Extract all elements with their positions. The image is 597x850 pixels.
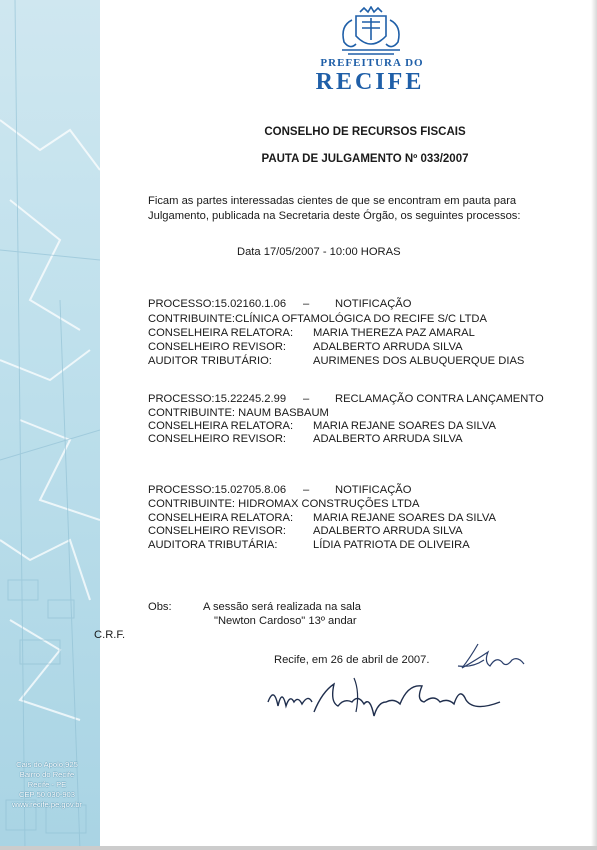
auditor-label: AUDITORA TRIBUTÁRIA: (148, 539, 278, 551)
revisor-label: CONSELHEIRO REVISOR: (148, 433, 287, 445)
initials-signature-icon (448, 638, 532, 674)
document-subtitle: PAUTA DE JULGAMENTO Nº 033/2007 (261, 153, 469, 165)
intro-line: Ficam as partes interessadas cientes de que se encontram em pauta para (148, 195, 517, 207)
revisor-name: ADALBERTO ARRUDA SILVA (313, 525, 463, 537)
document-title: CONSELHO DE RECURSOS FISCAIS (264, 126, 466, 138)
process-number: PROCESSO:15.22245.2.99 (148, 393, 287, 405)
process-dash: – (303, 393, 310, 405)
contribuinte: CONTRIBUINTE: NAUM BASBAUM (148, 407, 329, 419)
process-type: RECLAMAÇÃO CONTRA LANÇAMENTO (335, 393, 544, 405)
crf-label: C.R.F. (94, 629, 126, 641)
revisor-label: CONSELHEIRO REVISOR: (148, 341, 287, 353)
relatora-name: MARIA THEREZA PAZ AMARAL (313, 327, 475, 339)
address-line: Bairro do Recife (19, 770, 75, 779)
page-edge-shadow (591, 0, 597, 850)
decorative-map-sidebar (0, 0, 100, 850)
revisor-name: ADALBERTO ARRUDA SILVA (313, 433, 463, 445)
relatora-name: MARIA REJANE SOARES DA SILVA (313, 420, 496, 432)
relatora-label: CONSELHEIRA RELATORA: (148, 327, 294, 339)
relatora-name: MARIA REJANE SOARES DA SILVA (313, 512, 496, 524)
signature-icon (264, 672, 504, 730)
revisor-name: ADALBERTO ARRUDA SILVA (313, 341, 463, 353)
process-dash: – (303, 298, 310, 310)
website-link[interactable]: www.recife.pe.gov.br (12, 800, 82, 809)
org-name-big: RECIFE (315, 69, 425, 95)
process-type: NOTIFICAÇÃO (335, 298, 412, 310)
place-date: Recife, em 26 de abril de 2007. (274, 654, 430, 666)
auditor-name: AURIMENES DOS ALBUQUERQUE DIAS (313, 355, 525, 367)
relatora-label: CONSELHEIRA RELATORA: (148, 512, 294, 524)
process-number: PROCESSO:15.02705.8.06 (148, 484, 287, 496)
obs-label: Obs: (148, 601, 172, 613)
auditor-label: AUDITOR TRIBUTÁRIO: (148, 355, 272, 367)
auditor-name: LÍDIA PATRIOTA DE OLIVEIRA (313, 539, 470, 551)
obs-line: A sessão será realizada na sala (203, 601, 361, 613)
obs-line: "Newton Cardoso" 13º andar (214, 615, 357, 627)
org-name-small: PREFEITURA DO (320, 57, 424, 69)
address-line: CEP 50.030-903 (18, 790, 75, 799)
intro-paragraph (148, 194, 521, 224)
session-date: Data 17/05/2007 - 10:00 HORAS (237, 246, 401, 258)
address-line: Recife - PE (27, 780, 67, 789)
page-bottom-edge (0, 846, 597, 850)
relatora-label: CONSELHEIRA RELATORA: (148, 420, 294, 432)
contribuinte: CONTRIBUINTE: HIDROMAX CONSTRUÇÕES LTDA (148, 498, 420, 510)
revisor-label: CONSELHEIRO REVISOR: (148, 525, 287, 537)
address-line: Cais do Apolo,925 (16, 760, 78, 769)
intro-line: Julgamento, publicada na Secretaria deste Órgão, os seguintes processos: (148, 210, 521, 222)
footer-address (4, 760, 90, 810)
process-dash: – (303, 484, 310, 496)
process-number: PROCESSO:15.02160.1.06 (148, 298, 287, 310)
contribuinte: CONTRIBUINTE:CLÍNICA OFTAMOLÓGICA DO RECIFE S/C LTDA (148, 313, 487, 325)
coat-of-arms-icon (334, 6, 408, 58)
process-type: NOTIFICAÇÃO (335, 484, 412, 496)
